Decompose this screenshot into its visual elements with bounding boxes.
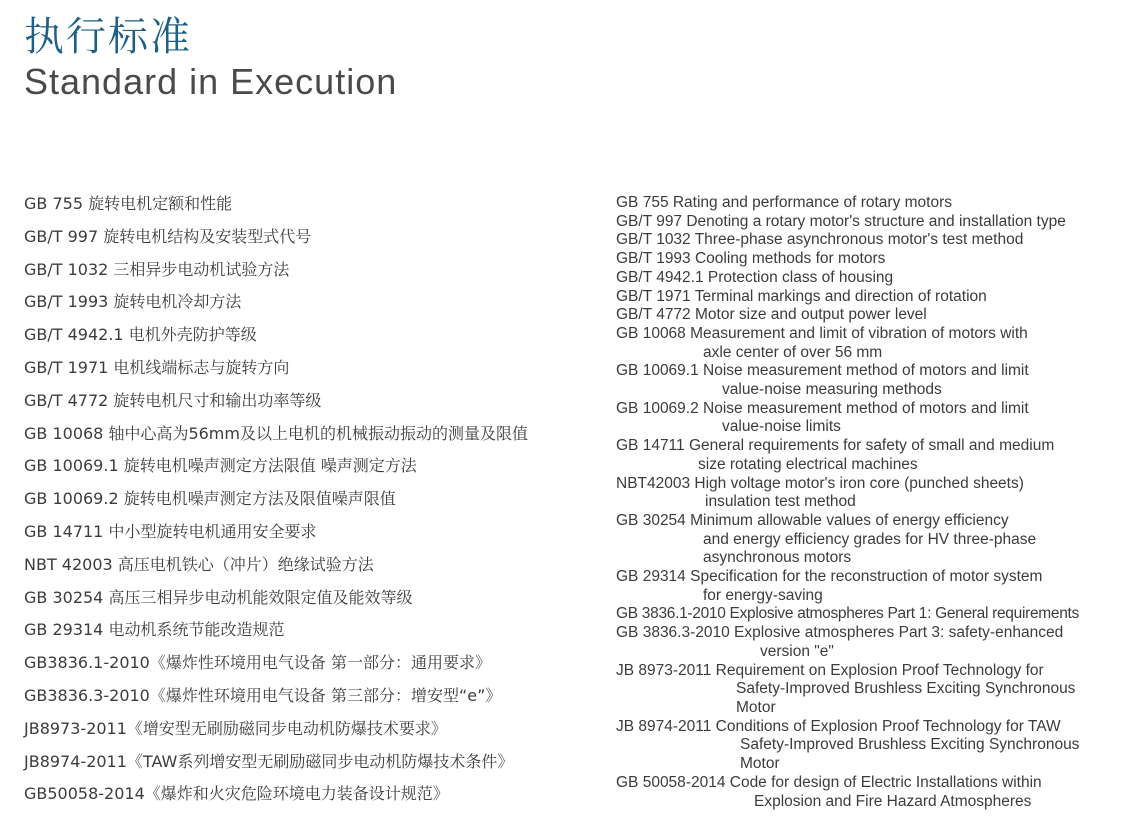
right-item-gb30254: GB 30254 Minimum allowable values of energy efficiency and energy efficiency grades for HV three-phase asynchronous motors	[616, 511, 1037, 567]
right-item-gb10069-1: GB 10069.1 Noise measurement method of motors and limit value-noise measuring methods	[616, 362, 1029, 399]
page-title-english: Standard in Execution	[24, 61, 398, 102]
right-item-gb50058: GB 50058-2014 Code for design of Electric Installations within Explosion and Fire Hazard Atmospheres	[616, 773, 1042, 810]
left-item-gbt1993: GB/T 1993 旋转电机冷却方法	[24, 292, 242, 312]
right-item-gb755: GB 755 Rating and performance of rotary motors	[616, 194, 952, 211]
left-item-gb10068: GB 10068 轴中心高为56mm及以上电机的机械振动振动的测量及限值	[24, 423, 528, 443]
left-item-gb10069-1: GB 10069.1 旋转电机噪声测定方法限值 噪声测定方法	[24, 456, 417, 476]
left-item-gb3836-1: GB3836.1-2010《爆炸性环境用电气设备 第一部分：通用要求》	[24, 653, 491, 673]
left-item-gb14711: GB 14711 中小型旋转电机通用安全要求	[24, 521, 317, 541]
left-item-gbt4942: GB/T 4942.1 电机外壳防护等级	[24, 325, 257, 345]
left-item-gb3836-3: GB3836.3-2010《爆炸性环境用电气设备 第三部分：增安型“e”》	[24, 685, 502, 705]
left-item-gb755: GB 755 旋转电机定额和性能	[24, 194, 233, 213]
right-item-gbt4772: GB/T 4772 Motor size and output power level	[616, 306, 927, 324]
right-item-gbt1971: GB/T 1971 Terminal markings and direction of rotation	[616, 287, 987, 305]
page-title-chinese: 执行标准	[24, 14, 192, 60]
right-item-gbt4942: GB/T 4942.1 Protection class of housing	[616, 268, 894, 286]
left-item-jb8974: JB8974-2011《TAW系列增安型无刷励磁同步电动机防爆技术条件》	[24, 751, 514, 771]
left-item-gbt1032: GB/T 1032 三相异步电动机试验方法	[24, 259, 290, 279]
chinese-standards-list	[24, 190, 528, 813]
left-item-gb29314: GB 29314 电动机系统节能改造规范	[24, 620, 285, 640]
right-item-gbt1032: GB/T 1032 Three-phase asynchronous motor's test method	[616, 231, 1024, 249]
left-item-gbt4772: GB/T 4772 旋转电机尺寸和输出功率等级	[24, 390, 322, 410]
left-item-gbt1971: GB/T 1971 电机线端标志与旋转方向	[24, 357, 290, 377]
right-item-gb10068: GB 10068 Measurement and limit of vibration of motors with axle center of over 56 mm	[616, 324, 1028, 361]
left-item-gb30254: GB 30254 高压三相异步电动机能效限定值及能效等级	[24, 587, 413, 607]
right-item-gb29314: GB 29314 Specification for the reconstruction of motor system for energy-saving	[616, 568, 1043, 604]
right-item-jb8974: JB 8974-2011 Conditions of Explosion Proof Technology for TAW Safety-Improved Brushless Exciting Synchronous Motor	[616, 717, 1080, 773]
right-item-gbt1993: GB/T 1993 Cooling methods for motors	[616, 250, 886, 268]
right-item-gb3836-1: GB 3836.1-2010 Explosive atmospheres Part 1: General requirements	[616, 605, 1079, 623]
left-item-nbt42003: NBT 42003 高压电机铁心（冲片）绝缘试验方法	[24, 554, 374, 574]
left-item-gb10069-2: GB 10069.2 旋转电机噪声测定方法及限值噪声限值	[24, 489, 396, 509]
left-item-gb50058: GB50058-2014《爆炸和火灾危险环境电力装备设计规范》	[24, 784, 449, 804]
right-item-jb8973: JB 8973-2011 Requirement on Explosion Proof Technology for Safety-Improved Brushless Exciting Synchronous Motor	[616, 661, 1076, 716]
left-item-jb8973: JB8973-2011《增安型无刷励磁同步电动机防爆技术要求》	[24, 718, 447, 738]
right-item-gb14711: GB 14711 General requirements for safety of small and medium size rotating electrical machines	[616, 437, 1055, 473]
left-item-gbt997: GB/T 997 旋转电机结构及安装型式代号	[24, 226, 312, 246]
right-item-nbt42003: NBT42003 High voltage motor's iron core (punched sheets) insulation test method	[616, 474, 1024, 511]
right-item-gb3836-3: GB 3836.3-2010 Explosive atmospheres Part 3: safety-enhanced version "e"	[616, 624, 1064, 660]
right-item-gbt997: GB/T 997 Denoting a rotary motor's structure and installation type	[616, 212, 1066, 230]
right-item-gb10069-2: GB 10069.2 Noise measurement method of motors and limit value-noise limits	[616, 399, 1029, 436]
english-standards-list	[616, 194, 1132, 811]
